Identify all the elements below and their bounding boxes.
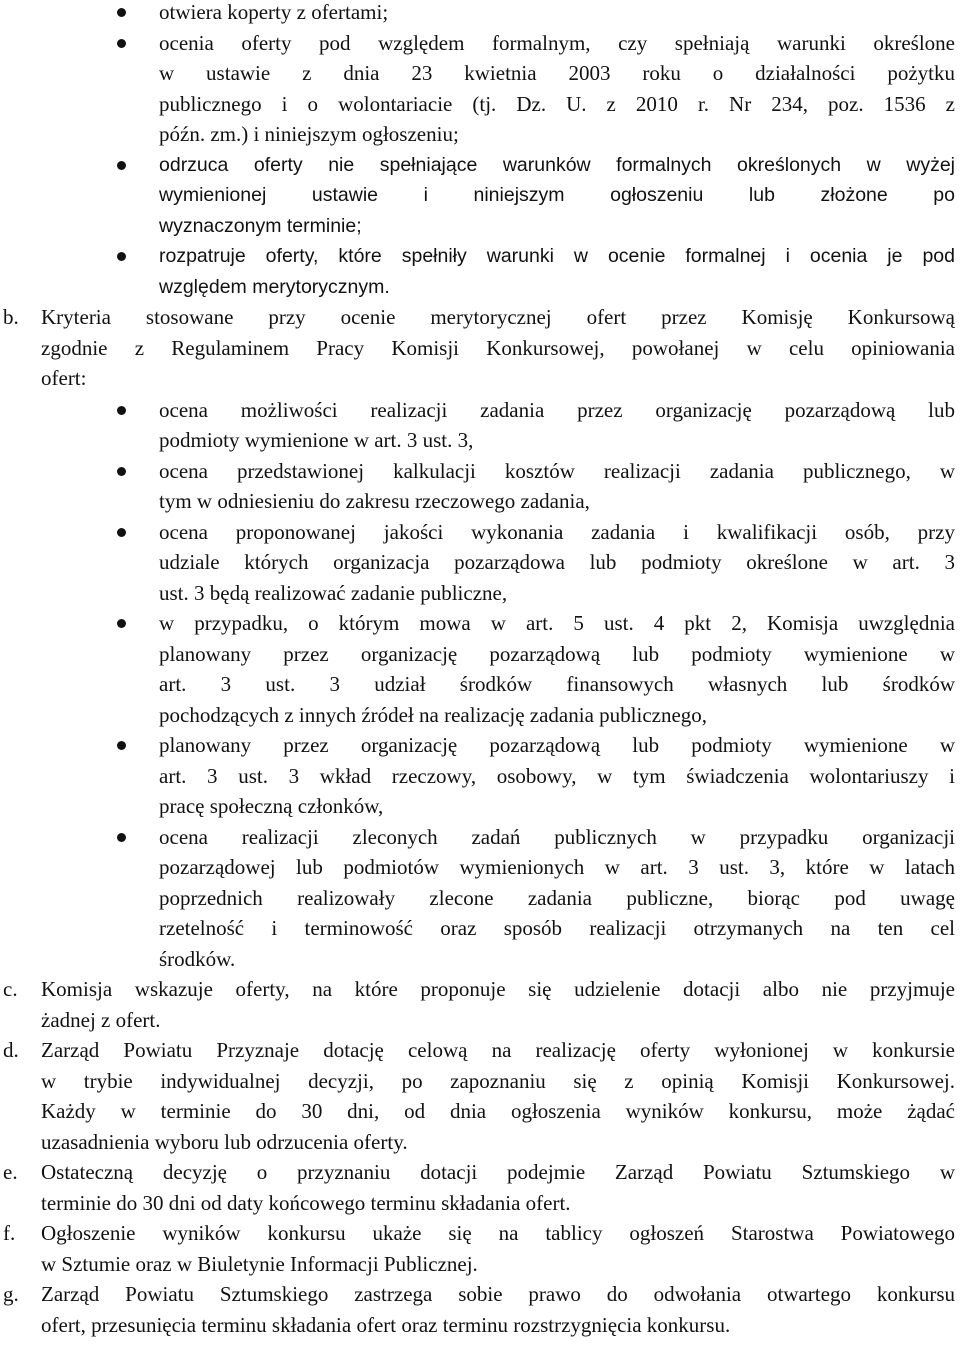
section-text-line: zgodnie z Regulaminem Pracy Komisji Konkursowej, powołanej w celu opiniowania bbox=[41, 335, 955, 360]
section-text-line: Ostateczną decyzję o przyznaniu dotacji podejmie Zarząd Powiatu Sztumskiego w bbox=[41, 1160, 955, 1184]
bullet-text-line: planowany przez organizację pozarządową lub podmioty wymienione w bbox=[159, 733, 955, 757]
bullet-text-line: planowany przez organizację pozarządową lub podmioty wymienione w bbox=[159, 641, 955, 666]
bullet-icon bbox=[117, 406, 126, 415]
bullet-icon bbox=[117, 8, 126, 17]
bullet-text-line: podmioty wymienione w art. 3 ust. 3, bbox=[159, 428, 474, 452]
bullet-icon bbox=[117, 161, 126, 170]
bullet-text-line: rozpatruje oferty, które spełniły warunki w ocenie formalnej i ocenia je pod bbox=[159, 245, 955, 267]
bullet-text-line: środków. bbox=[159, 946, 236, 971]
bullet-text-line: ocena możliwości realizacji zadania przez organizację pozarządową lub bbox=[159, 397, 955, 422]
bullet-text-line: rzetelność i terminowość oraz sposób realizacji otrzymanych na ten cel bbox=[159, 916, 955, 940]
section-text-line: uzasadnienia wyboru lub odrzucenia oferty. bbox=[41, 1129, 408, 1154]
section-text-line: Zarząd Powiatu Sztumskiego zastrzega sobie prawo do odwołania otwartego konkursu bbox=[41, 1282, 955, 1306]
bullet-text-line: ocena proponowanej jakości wykonania zadania i kwalifikacji osób, przy bbox=[159, 519, 955, 544]
bullet-text-line: odrzuca oferty nie spełniające warunków formalnych określonych w wyżej bbox=[159, 153, 955, 176]
section-marker: e. bbox=[3, 1160, 18, 1184]
bullet-text-line: tym w odniesieniu do zakresu rzeczowego zadania, bbox=[159, 489, 590, 513]
section-text-line: terminie do 30 dni od daty końcowego terminu składania ofert. bbox=[41, 1190, 571, 1215]
bullet-text-line: w przypadku, o którym mowa w art. 5 ust. 4 pkt 2, Komisja uwzględnia bbox=[159, 611, 955, 635]
bullet-icon bbox=[117, 467, 126, 476]
section-marker: f. bbox=[3, 1221, 16, 1245]
bullet-icon bbox=[117, 39, 126, 48]
bullet-text-line: art. 3 ust. 3 udział środków finansowych własnych lub środków bbox=[159, 672, 955, 696]
section-text-line: ofert, przesunięcia terminu składania ofert oraz terminu rozstrzygnięcia konkursu. bbox=[41, 1312, 731, 1337]
bullet-text-line: w ustawie z dnia 23 kwietnia 2003 roku o działalności pożytku bbox=[159, 61, 955, 85]
section-marker: d. bbox=[3, 1038, 19, 1062]
bullet-text-line: wymienionej ustawie i niniejszym ogłoszeniu lub złożone po bbox=[159, 184, 955, 206]
section-text-line: Kryteria stosowane przy ocenie merytorycznej ofert przez Komisję Konkursową bbox=[41, 305, 955, 329]
section-marker: b. bbox=[3, 305, 19, 329]
bullet-icon bbox=[117, 619, 126, 628]
bullet-text-line: ocena realizacji zleconych zadań publicznych w przypadku organizacji bbox=[159, 824, 955, 849]
section-text-line: Komisja wskazuje oferty, na które proponuje się udzielenie dotacji albo nie przyjmuje bbox=[41, 977, 955, 1001]
section-marker: g. bbox=[3, 1282, 19, 1306]
bullet-text-line: ocenia oferty pod względem formalnym, czy spełniają warunki określone bbox=[159, 30, 955, 55]
bullet-text-line: udziale których organizacja pozarządowa lub podmioty określone w art. 3 bbox=[159, 550, 955, 574]
section-text-line: w trybie indywidualnej decyzji, po zapoznaniu się z opinią Komisji Konkursowej. bbox=[41, 1068, 955, 1093]
bullet-text-line: pracę społeczną członków, bbox=[159, 794, 384, 818]
bullet-text-line: ust. 3 będą realizować zadanie publiczne, bbox=[159, 580, 508, 605]
bullet-text-line: późn. zm.) i niniejszym ogłoszeniu; bbox=[159, 122, 459, 146]
bullet-text-line: pochodzących z innych źródeł na realizację zadania publicznego, bbox=[159, 702, 708, 727]
bullet-text-line: wyznaczonym terminie; bbox=[159, 214, 362, 237]
bullet-text-line: ocena przedstawionej kalkulacji kosztów realizacji zadania publicznego, w bbox=[159, 458, 955, 483]
bullet-icon bbox=[117, 252, 126, 261]
section-text-line: Każdy w terminie do 30 dni, od dnia ogłoszenia wyników konkursu, może żądać bbox=[41, 1099, 955, 1123]
bullet-text-line: publicznego i o wolontariacie (tj. Dz. U. z 2010 r. Nr 234, poz. 1536 z bbox=[159, 91, 955, 116]
bullet-icon bbox=[117, 741, 126, 750]
bullet-icon bbox=[117, 833, 126, 842]
bullet-text-line: poprzednich realizowały zlecone zadania publiczne, biorąc pod uwagę bbox=[159, 885, 955, 910]
bullet-text-line: otwiera koperty z ofertami; bbox=[159, 0, 389, 24]
bullet-icon bbox=[117, 528, 126, 537]
section-text-line: Zarząd Powiatu Przyznaje dotację celową na realizację oferty wyłonionej w konkursie bbox=[41, 1038, 955, 1062]
section-text-line: w Sztumie oraz w Biuletynie Informacji Publicznej. bbox=[41, 1251, 478, 1276]
section-marker: c. bbox=[3, 977, 18, 1001]
section-text-line: Ogłoszenie wyników konkursu ukaże się na tablicy ogłoszeń Starostwa Powiatowego bbox=[41, 1221, 955, 1245]
section-text-line: ofert: bbox=[41, 366, 87, 390]
bullet-text-line: art. 3 ust. 3 wkład rzeczowy, osobowy, w tym świadczenia wolontariuszy i bbox=[159, 763, 955, 788]
section-text-line: żadnej z ofert. bbox=[41, 1007, 161, 1032]
bullet-text-line: pozarządowej lub podmiotów wymienionych w art. 3 ust. 3, które w latach bbox=[159, 855, 955, 879]
bullet-text-line: względem merytorycznym. bbox=[159, 275, 390, 298]
